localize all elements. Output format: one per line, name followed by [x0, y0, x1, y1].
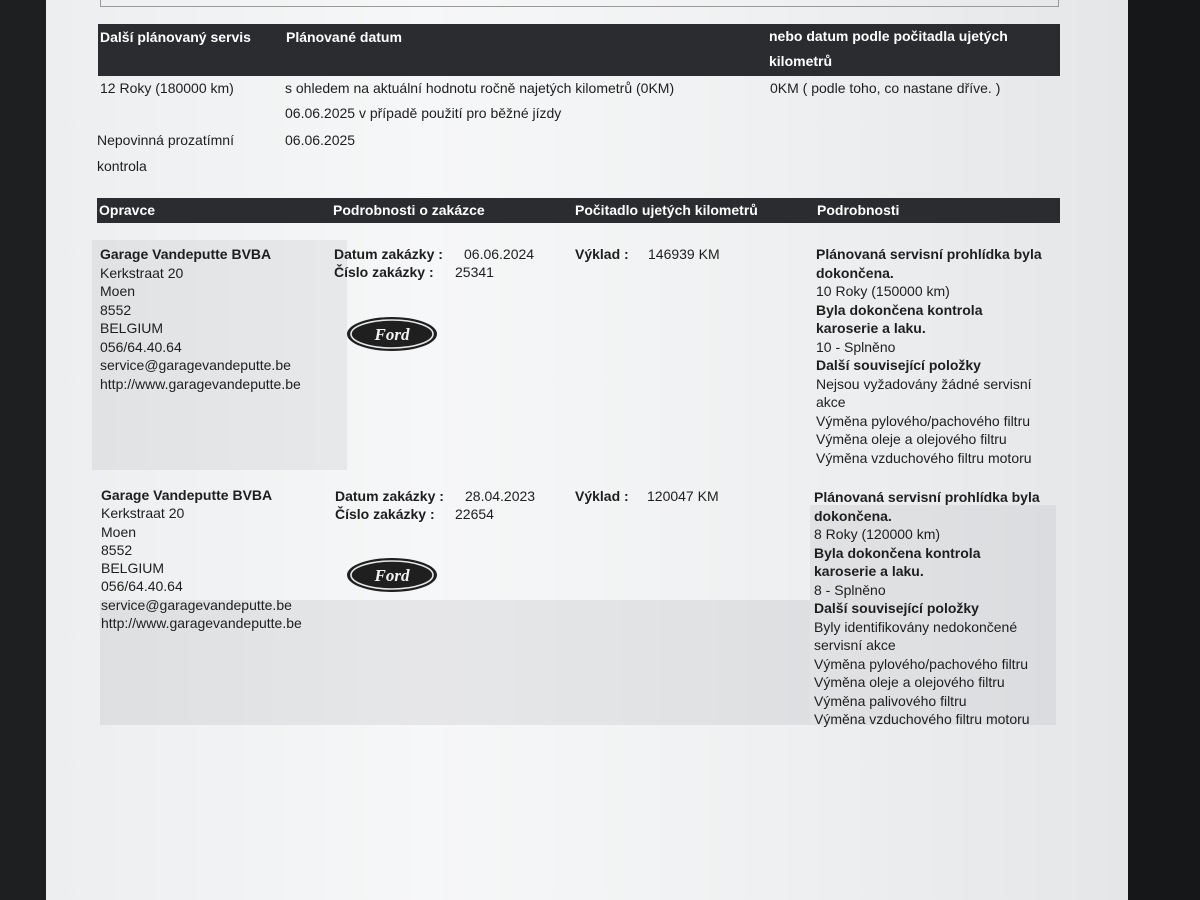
header-odometer-date-line2: kilometrů: [769, 53, 833, 69]
order-number: 22654: [455, 506, 494, 522]
odometer-value: 120047 KM: [647, 488, 719, 504]
service-detail-line: Výměna palivového filtru: [814, 692, 967, 709]
order-date: 06.06.2024: [464, 246, 535, 262]
odometer-label: Výklad :: [575, 488, 629, 504]
header-next-service: Další plánovaný servis: [100, 29, 251, 45]
interim-check-label: Nepovinná prozatímní: [97, 132, 234, 148]
order-date-label: Datum zakázky :: [334, 246, 443, 262]
service-detail-line: Výměna oleje a olejového filtru: [816, 431, 1007, 447]
planned-date-note: s ohledem na aktuální hodnotu ročně najetých kilometrů (0KM): [285, 80, 675, 96]
service-detail-line: Plánovaná servisní prohlídka byla: [814, 489, 1040, 505]
ford-logo-text: Ford: [374, 325, 410, 344]
header-garage: Opravce: [99, 202, 156, 218]
service-details-list: [816, 245, 1042, 467]
service-detail-line: dokončena.: [814, 507, 892, 524]
interim-check-label-cont: kontrola: [97, 158, 147, 174]
header-planned-date: Plánované datum: [286, 29, 402, 45]
ford-logo-text: Ford: [374, 566, 410, 585]
service-detail-line: 8 - Splněno: [814, 581, 886, 598]
garage-zip: 8552: [100, 301, 132, 318]
garage-name: Garage Vandeputte BVBA: [100, 246, 272, 262]
interim-check-date: 06.06.2025: [285, 132, 356, 148]
service-schedule-header: [98, 24, 1060, 76]
service-detail-line: karoserie a laku.: [816, 320, 926, 336]
ford-logo-icon: [346, 316, 438, 352]
service-details-list: [814, 488, 1040, 729]
garage-website: http://www.garagevandeputte.be: [100, 375, 301, 392]
service-detail-line: Výměna pylového/pachového filtru: [816, 412, 1031, 429]
garage-phone: 056/64.40.64: [100, 338, 182, 355]
order-date-label: Datum zakázky :: [335, 488, 444, 504]
odometer-limit: 0KM ( podle toho, co nastane dříve. ): [770, 80, 1001, 96]
service-detail-line: 10 Roky (150000 km): [816, 283, 950, 299]
garage-street: Kerkstraat 20: [100, 264, 184, 281]
service-detail-line: 8 Roky (120000 km): [814, 526, 941, 542]
desk-background-left: [0, 0, 48, 900]
entry-garage-block: [100, 245, 301, 393]
service-detail-line: dokončena.: [816, 264, 894, 281]
entry-garage-block: [101, 486, 302, 632]
service-detail-line: Plánovaná servisní prohlídka byla: [816, 246, 1042, 262]
service-detail-line: Výměna oleje a olejového filtru: [814, 674, 1005, 690]
header-odometer-date-line1: nebo datum podle počitadla ujetých: [769, 28, 1008, 44]
header-details: Podrobnosti: [817, 202, 900, 218]
garage-phone: 056/64.40.64: [101, 578, 183, 595]
service-detail-line: Byly identifikovány nedokončené: [814, 618, 1018, 635]
service-detail-line: Byla dokončena kontrola: [814, 544, 981, 561]
table-border: [1058, 0, 1059, 7]
garage-country: BELGIUM: [101, 560, 165, 577]
service-detail-line: Výměna vzduchového filtru motoru: [816, 449, 1032, 466]
order-number: 25341: [455, 264, 494, 280]
service-detail-line: Výměna vzduchového filtru motoru: [814, 711, 1030, 727]
order-number-label: Číslo zakázky :: [335, 506, 435, 522]
garage-name: Garage Vandeputte BVBA: [101, 487, 273, 503]
planned-date-value: 06.06.2025 v případě použití pro běžné jízdy: [285, 105, 562, 121]
service-detail-line: 10 - Splněno: [816, 338, 896, 355]
service-detail-line: Další související položky: [816, 357, 981, 373]
service-detail-line: Výměna pylového/pachového filtru: [814, 655, 1029, 672]
odometer-label: Výklad :: [575, 246, 629, 262]
service-history-header: [97, 198, 1060, 223]
desk-background-right: [1124, 0, 1200, 900]
garage-city: Moen: [100, 283, 136, 299]
garage-website: http://www.garagevandeputte.be: [101, 615, 302, 632]
garage-street: Kerkstraat 20: [101, 505, 185, 522]
header-order-details: Podrobnosti o zakázce: [333, 202, 485, 218]
service-detail-line: Nejsou vyžadovány žádné servisní: [816, 375, 1032, 392]
garage-email: service@garagevandeputte.be: [100, 357, 291, 373]
header-odometer: Počitadlo ujetých kilometrů: [575, 202, 758, 218]
service-detail-line: Byla dokončena kontrola: [816, 301, 983, 318]
service-detail-line: karoserie a laku.: [814, 563, 924, 579]
ford-logo-icon: [346, 557, 438, 593]
table-border: [100, 6, 1058, 7]
order-date: 28.04.2023: [465, 488, 536, 504]
order-number-label: Číslo zakázky :: [334, 264, 434, 280]
odometer-value: 146939 KM: [648, 246, 720, 262]
next-service-interval: 12 Roky (180000 km): [100, 80, 234, 96]
service-detail-line: akce: [816, 394, 846, 410]
garage-country: BELGIUM: [100, 320, 164, 336]
garage-email: service@garagevandeputte.be: [101, 596, 292, 613]
garage-zip: 8552: [101, 541, 133, 558]
garage-city: Moen: [101, 523, 137, 540]
service-detail-line: servisní akce: [814, 637, 896, 653]
service-detail-line: Další související položky: [814, 600, 979, 616]
